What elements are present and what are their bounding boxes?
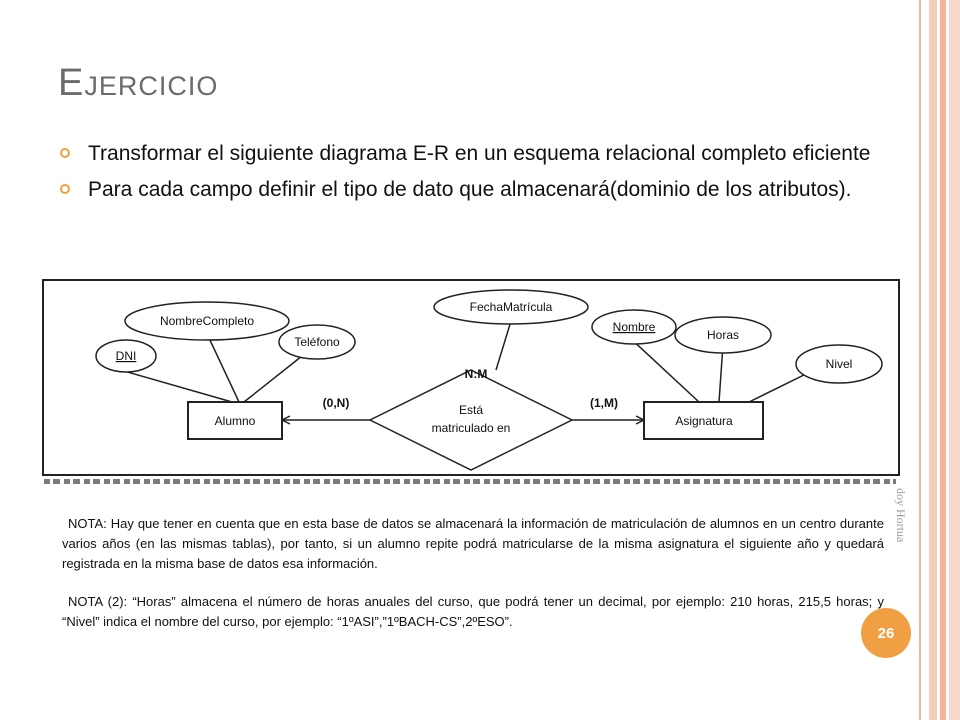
notes-block	[62, 514, 884, 650]
attr-nivel-label: Nivel	[825, 357, 853, 371]
cropped-text-remnant	[44, 478, 896, 488]
bullet-text: Para cada campo definir el tipo de dato que almacenará(dominio de los atributos).	[88, 178, 852, 201]
participation-asignatura-label: (1,M)	[590, 396, 618, 410]
vertical-author-text: doy Hortua	[894, 488, 908, 543]
cardinality-label: N:M	[464, 367, 488, 381]
slide-title: Ejercicio	[58, 62, 219, 104]
line-dni-alumno	[117, 369, 232, 402]
attr-dni-label: DNI	[115, 349, 137, 363]
attr-horas-label: Horas	[706, 328, 740, 342]
bullet-circle-icon	[60, 184, 70, 194]
relationship-label-line1: Está	[458, 403, 484, 417]
decorative-stripe-1	[929, 0, 937, 720]
bullet-list	[58, 138, 884, 210]
attr-nombrecompleto-label: NombreCompleto	[159, 314, 255, 328]
entity-alumno-label: Alumno	[214, 414, 256, 428]
bullet-text: Transformar el siguiente diagrama E-R en un esquema relacional completo eficiente	[88, 142, 871, 165]
entity-asignatura-label: Asignatura	[675, 414, 733, 428]
er-diagram-svg	[44, 281, 902, 478]
note-paragraph-2: NOTA (2): “Horas” almacena el número de horas anuales del curso, que podrá tener un decimal, por ejemplo: 210 horas, 215,5 horas; y “Nivel” indica el nombre del curso, por ejemplo: “1ºASI”,”1ºBACH-CS”,2ºESO”.	[62, 594, 884, 629]
line-nombrecompleto-alumno	[209, 338, 239, 402]
attr-telefono-label: Teléfono	[294, 335, 340, 349]
attr-fechamatricula-label: FechaMatrícula	[469, 300, 553, 314]
decorative-stripe-3	[949, 0, 960, 720]
relationship-diamond	[370, 370, 572, 470]
line-nivel-asignatura	[749, 371, 812, 402]
bullet-item	[58, 174, 884, 206]
slide-frame-line	[919, 0, 921, 720]
er-diagram	[42, 279, 900, 476]
bullet-circle-icon	[60, 148, 70, 158]
note-paragraph-1: NOTA: Hay que tener en cuenta que en esta base de datos se almacenará la información de matriculación de alumnos en un centro durante varios años (en las mismas tablas), por tanto, si un alumno repite podrá matricularse de la misma asignatura el siguiente año y quedará registrada en la misma base de datos esa información.	[62, 516, 884, 571]
participation-alumno-label: (0,N)	[322, 396, 350, 410]
line-fecha-relationship	[496, 321, 511, 370]
decorative-stripe-2	[940, 0, 946, 720]
bullet-item	[58, 138, 884, 170]
line-telefono-alumno	[244, 356, 302, 402]
attr-nombre-label: Nombre	[612, 320, 656, 334]
relationship-label-line2: matriculado en	[431, 421, 511, 435]
page-number-badge: 26	[861, 608, 911, 658]
